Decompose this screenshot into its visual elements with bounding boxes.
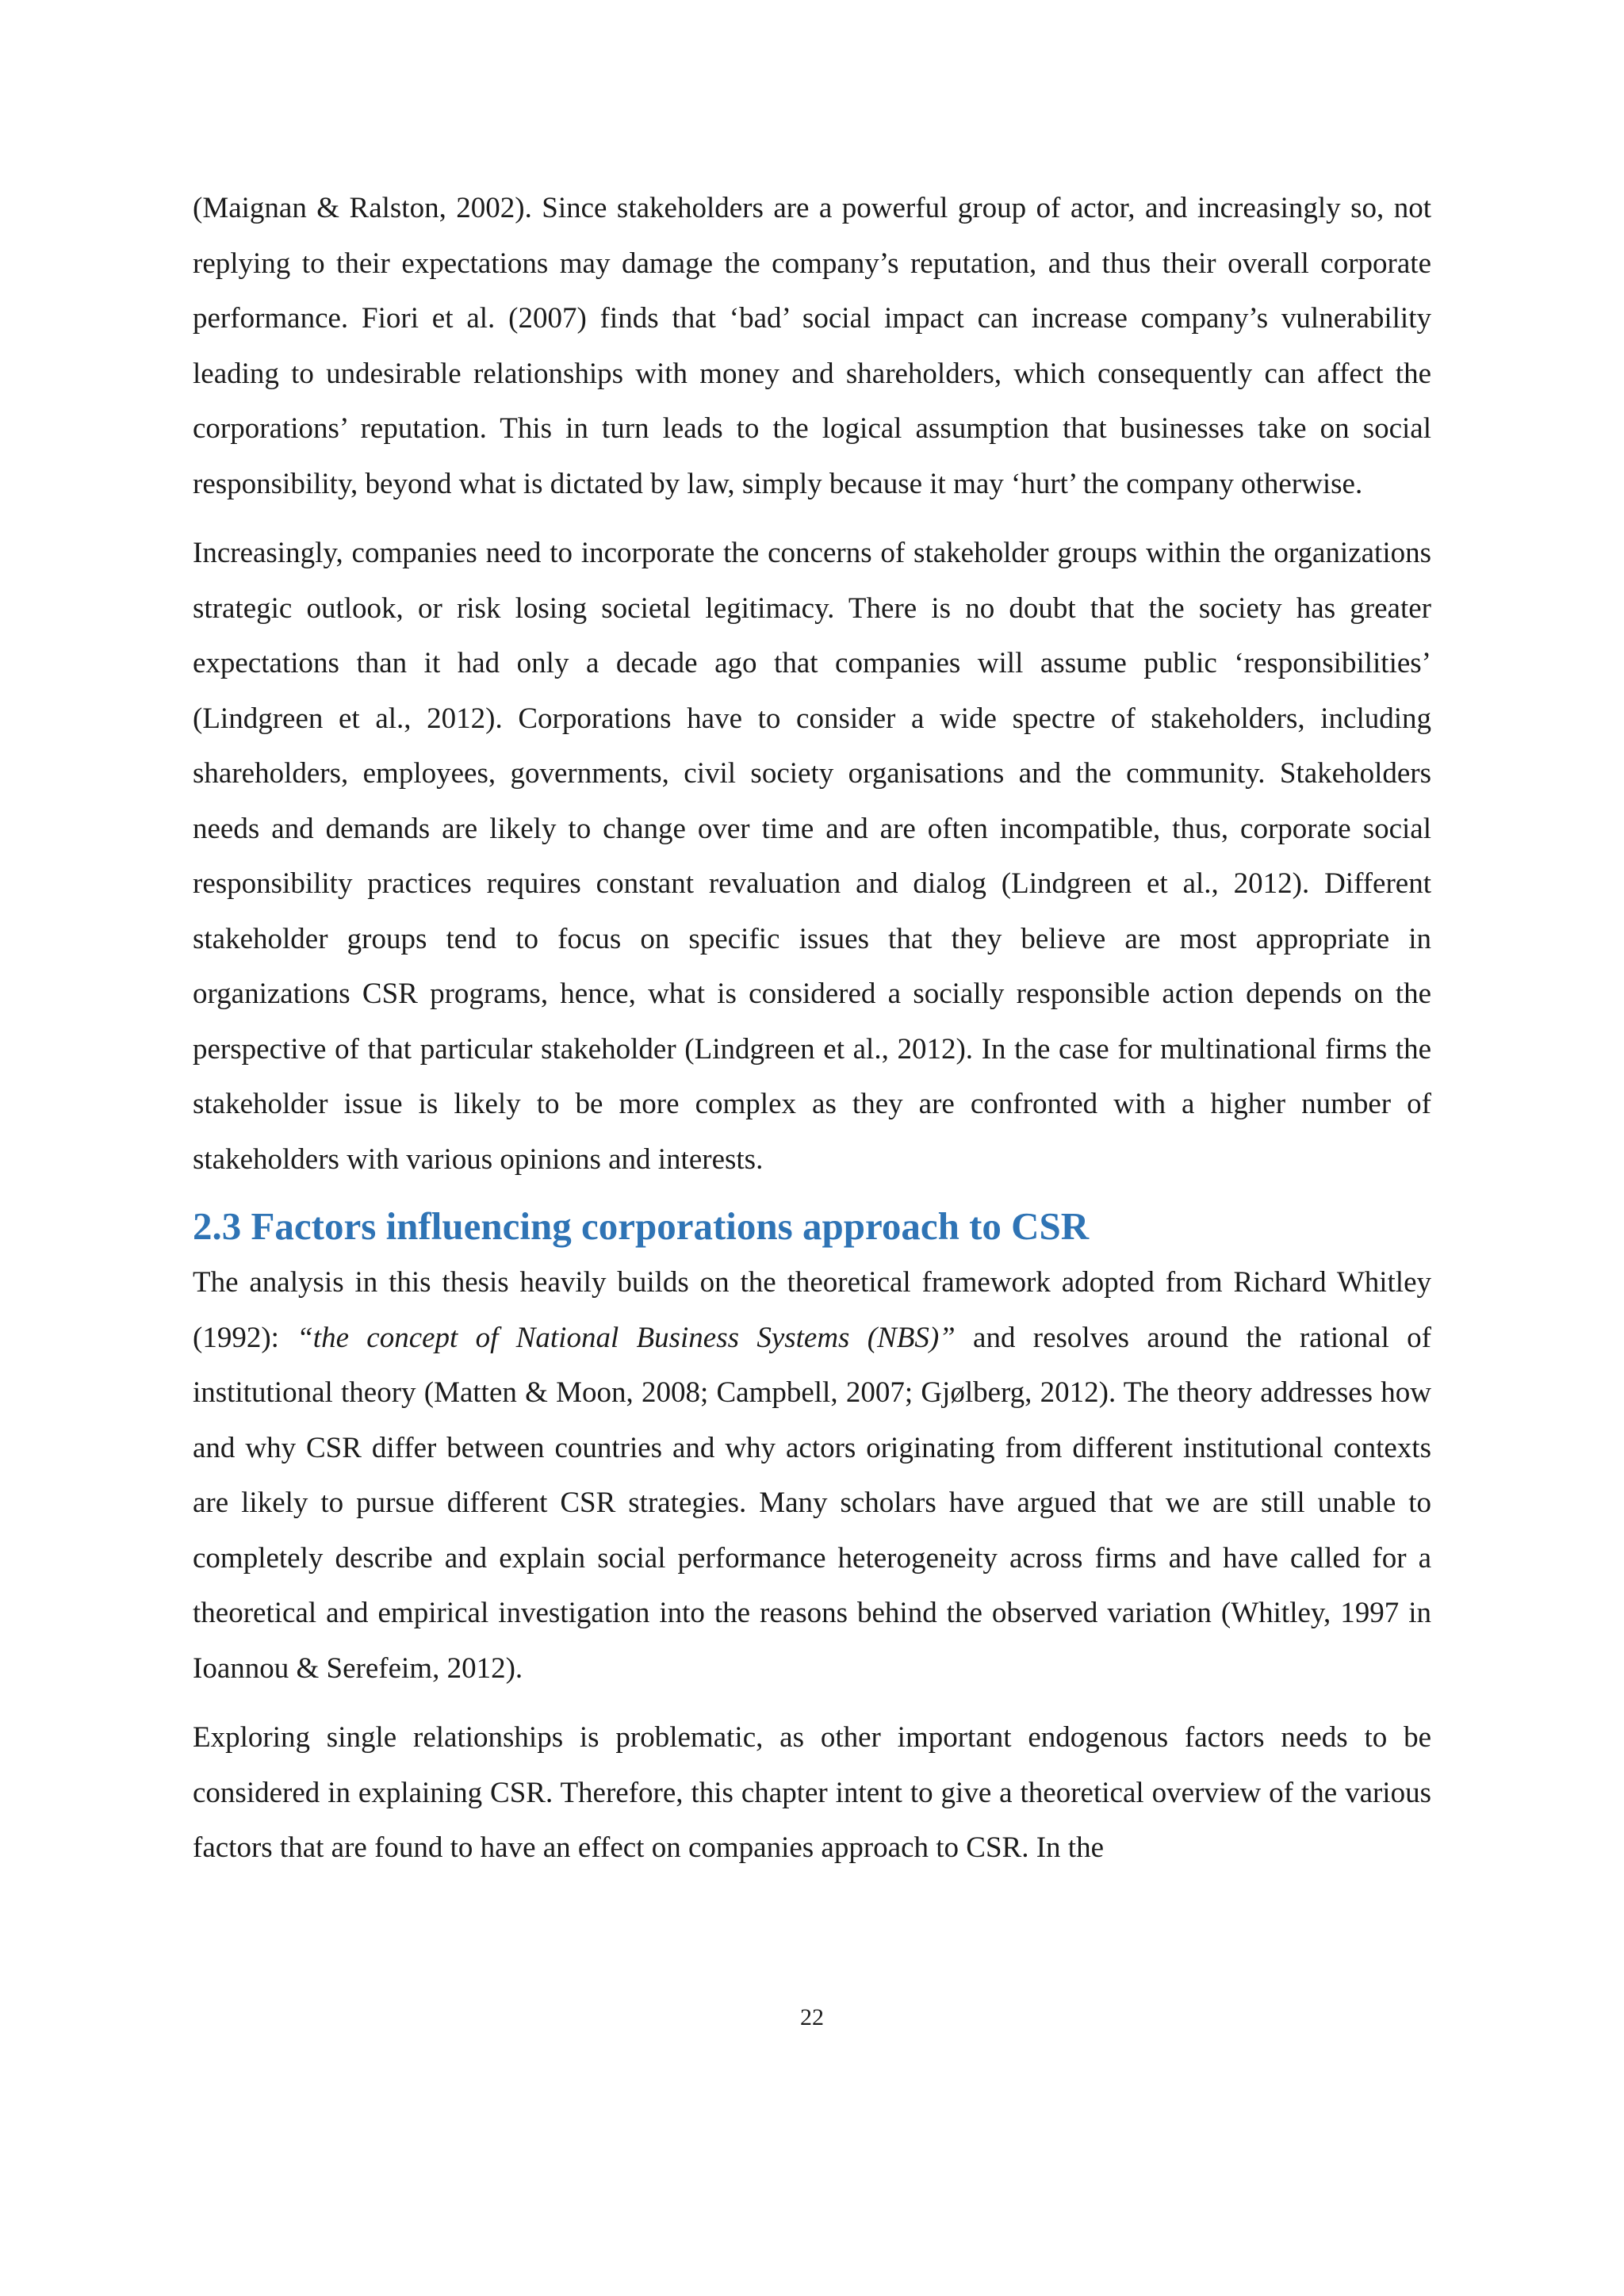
- paragraph-text: and resolves around the rational of institutional theory (Matten & Moon, 2008; Campbell, 2007; Gjølberg, 2012). The theory addresses how and why CSR differ between countries and why actors originating from different institutional contexts are likely to pursue different CSR strategies. Many scholars have argued that we are still unable to completely describe and explain social performance heterogeneity across firms and have called for a theoretical and empirical investigation into the reasons behind the observed variation (Whitley, 1997 in Ioannou & Serefeim, 2012).: [193, 1321, 1431, 1685]
- paragraph-stakeholder-reputation: (Maignan & Ralston, 2002). Since stakeholders are a powerful group of actor, and increasingly so, not replying to their expectations may damage the company’s reputation, and thus their overall corporate performance. Fiori et al. (2007) finds that ‘bad’ social impact can increase company’s vulnerability leading to undesirable relationships with money and shareholders, which consequently can affect the corporations’ reputation. This in turn leads to the logical assumption that businesses take on social responsibility, beyond what is dictated by law, simply because it may ‘hurt’ the company otherwise.: [193, 192, 1431, 500]
- paragraph-theoretical-overview: Exploring single relationships is problematic, as other important endogenous factors needs to be considered in explaining CSR. Therefore, this chapter intent to give a theoretical overview of the various factors that are found to have an effect on companies approach to CSR. In the: [193, 1721, 1431, 1864]
- section-heading: 2.3 Factors influencing corporations approach to CSR: [193, 1204, 1090, 1248]
- paragraph-stakeholder-expectations: Increasingly, companies need to incorporate the concerns of stakeholder groups within the organizations strategic outlook, or risk losing societal legitimacy. There is no doubt that the society has greater expectations than it had only a decade ago that companies will assume public ‘responsibilities’ (Lindgreen et al., 2012). Corporations have to consider a wide spectre of stakeholders, including shareholders, employees, governments, civil society organisations and the community. Stakeholders needs and demands are likely to change over time and are often incompatible, thus, corporate social responsibility practices requires constant revaluation and dialog (Lindgreen et al., 2012). Different stakeholder groups tend to focus on specific issues that they believe are most appropriate in organizations CSR programs, hence, what is considered a socially responsible action depends on the perspective of that particular stakeholder (Lindgreen et al., 2012). In the case for multinational firms the stakeholder issue is likely to be more complex as they are confronted with a higher number of stakeholders with various opinions and interests.: [193, 537, 1431, 1176]
- page-number: 22: [800, 2004, 824, 2030]
- paragraph-text: The analysis in this thesis heavily builds on the theoretical framework adopted from Richard Whitley (1992):: [193, 1266, 1431, 1354]
- nbs-quote: “the concept of National Business Systems (NBS)”: [297, 1321, 956, 1354]
- paragraph-whitley-framework: [193, 1255, 1431, 1696]
- page-body: [193, 181, 1431, 1876]
